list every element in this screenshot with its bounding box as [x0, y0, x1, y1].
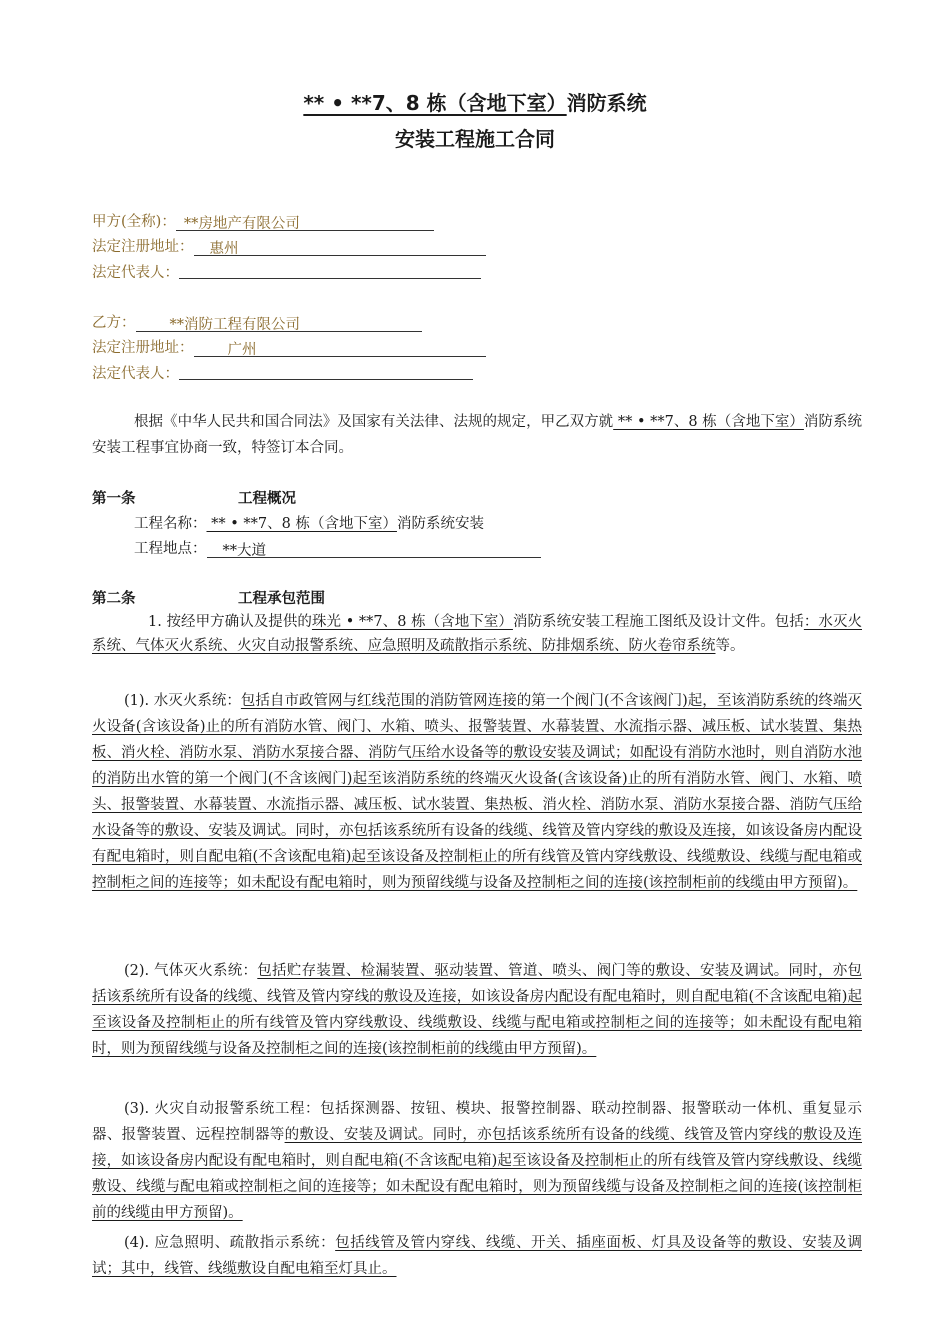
preamble-text-after: 消防系统安装工程事宜协商一致，特签订本合同。 [92, 414, 862, 456]
item1-project: 珠光 • **7、8 栋（含地下室） [311, 614, 513, 630]
article2-sub1 [92, 688, 862, 896]
party-a-address-value: 惠州 [194, 237, 486, 256]
sub3-text: 的敷设、安装及调试。同时，亦包括该系统所有设备的线缆、线管及管内穿线的敷设及连接，如该设备房内配设有配电箱时，则自配电箱(不含该配电箱)起至该设备及控制柜止的所有线管及管内穿线敷设、线缆敷设、线缆与配电箱或控制柜之间的连接等；如未配设有配电箱时，则为预留线缆与设备及控制柜之间的连接(该控制柜前的线缆由甲方预留)。 [92, 1127, 862, 1221]
article1-title: 工程概况 [238, 491, 296, 507]
contract-title-line2: 安装工程施工合同 [395, 127, 555, 151]
article1-heading [92, 487, 492, 511]
article2-sub4 [92, 1230, 862, 1282]
article2-sub3 [92, 1096, 862, 1226]
article1-name-suffix: 消防系统安装 [396, 516, 484, 532]
party-a-name-label: 甲方(全称)： [92, 214, 176, 230]
sub4-label: (4). 应急照明、疏散指示系统： [124, 1235, 336, 1251]
party-b-rep-label: 法定代表人： [92, 366, 179, 382]
article1-location-row [134, 537, 541, 561]
party-a-address-label: 法定注册地址： [92, 239, 194, 255]
sub3-label: (3). 火灾自动报警系统工程：包括探测器、按钮、模块、报警控制器、联动控制器、报警联动一体机、重复显示器、报警装置、远程控制器等 [92, 1101, 862, 1143]
item1-suffix: 消防系统安装工程施工图纸及设计文件。包括 [512, 614, 804, 630]
article1-name-label: 工程名称： [134, 516, 207, 532]
article2-title: 工程承包范围 [238, 591, 325, 607]
article1-number: 第一条 [92, 491, 136, 507]
party-a-rep-row [92, 260, 481, 285]
article2-item1 [92, 610, 862, 658]
party-b-name-value: **消防工程有限公司 [136, 313, 422, 332]
party-b-rep-value [179, 361, 473, 380]
article1-project-name-row [134, 512, 484, 536]
item1-systems: ：水灭火系统、气体灭火系统、火灾自动报警系统、应急照明及疏散指示系统、防排烟系统、防火卷帘系统 [92, 614, 862, 654]
article2-sub2 [92, 958, 862, 1062]
article1-name-value: ** • **7、8 栋（含地下室） [206, 516, 397, 532]
party-a-rep-value [179, 260, 481, 279]
sub2-text: 包括贮存装置、检漏装置、驱动装置、管道、喷头、阀门等的敷设、安装及调试。同时，亦包括该系统所有设备的线缆、线管及管内穿线的敷设及连接，如该设备房内配设有配电箱时，则自配电箱(不含该配电箱)起至该设备及控制柜止的所有线管及管内穿线敷设、线缆敷设、线缆与配电箱或控制柜之间的连接等；如未配设有配电箱时，则为预留线缆与设备及控制柜之间的连接(该控制柜前的线缆由甲方预留)。 [92, 963, 862, 1057]
party-b-name-row [92, 311, 422, 335]
title-suffix: 消防系统 [566, 91, 647, 115]
preamble-project: ** • **7、8 栋（含地下室） [613, 414, 804, 430]
party-a-name-value: **房地产有限公司 [176, 212, 434, 231]
sub2-label: (2). 气体灭火系统： [124, 963, 258, 979]
sub1-label: (1). 水灭火系统： [124, 693, 241, 709]
article2-number: 第二条 [92, 591, 136, 607]
item1-end: 等。 [715, 638, 745, 654]
party-b-rep-row [92, 361, 473, 386]
article2-heading [92, 587, 492, 611]
preamble-text-before: 根据《中华人民共和国合同法》及国家有关法律、法规的规定，甲乙双方就 [134, 414, 614, 430]
article1-location-label: 工程地点： [134, 541, 207, 557]
title-project-name: ** • **7、8 栋（含地下室） [303, 91, 567, 115]
party-b-address-value: 广州 [194, 338, 486, 357]
party-b-address-label: 法定注册地址： [92, 340, 194, 356]
contract-title-line1 [0, 90, 950, 116]
party-b-address-row [92, 336, 486, 360]
party-a-rep-label: 法定代表人： [92, 265, 179, 281]
party-a-address-row [92, 235, 486, 259]
party-b-name-label: 乙方： [92, 315, 136, 331]
article1-location-value: **大道 [207, 539, 541, 558]
sub1-text: 包括自市政管网与红线范围的消防管网连接的第一个阀门(不含该阀门)起，至该消防系统的终端灭火设备(含该设备)止的所有消防水管、阀门、水箱、喷头、报警装置、水幕装置、水流指示器、减压板、试水装置、集热板、消火栓、消防水泵、消防水泵接合器、消防气压给水设备等的敷设安装及调试；如配设有消防水池时，则自消防水池的消防出水管的第一个阀门(不含该阀门)起至该消防系统的终端灭火设备(含该设备)止的所有消防水管、阀门、水箱、喷头、报警装置、水幕装置、水流指示器、减压板、试水装置、集热板、消火栓、消防水泵、消防水泵接合器、消防气压给水设备等的敷设、安装及调试。同时，亦包括该系统所有设备的线缆、线管及管内穿线的敷设及连接，如该设备房内配设有配电箱时，则自配电箱(不含该配电箱)起至该设备及控制柜止的所有线管及管内穿线敷设、线缆敷设、线缆与配电箱或控制柜之间的连接等；如未配设有配电箱时，则为预留线缆与设备及控制柜之间的连接(该控制柜前的线缆由甲方预留)。 [92, 693, 862, 891]
item1-prefix: 1. 按经甲方确认及提供的 [148, 614, 312, 630]
party-a-name-row [92, 210, 434, 234]
preamble-paragraph [92, 409, 862, 461]
sub4-text: 包括线管及管内穿线、线缆、开关、插座面板、灯具及设备等的敷设、安装及调试；其中，线管、线缆敷设自配电箱至灯具止。 [92, 1235, 862, 1277]
